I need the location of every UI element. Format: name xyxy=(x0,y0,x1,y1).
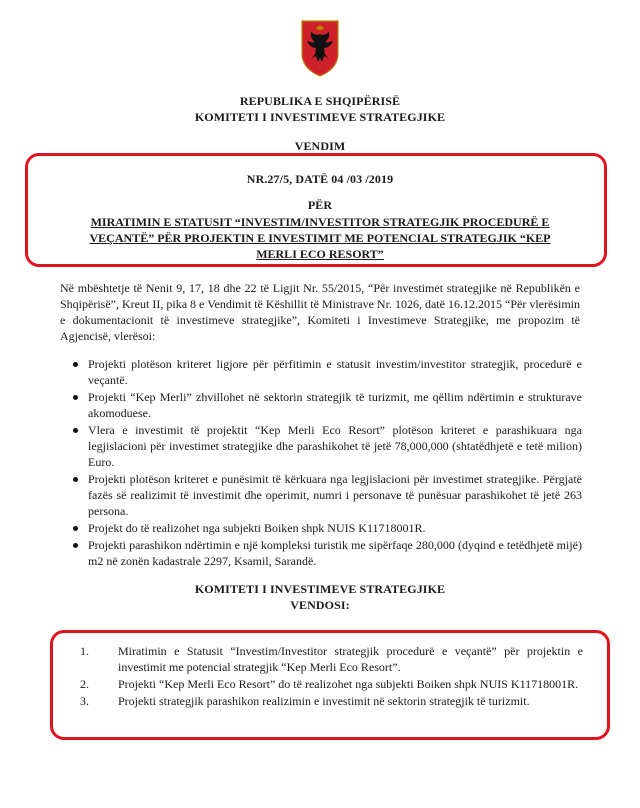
list-item xyxy=(80,676,583,692)
intro-paragraph: Në mbështetje të Nenit 9, 17, 18 dhe 22 të Ligjit Nr. 55/2015, “Për investimet strategjike në Republikën e Shqipërisë”, Kreut II, pika 8 e Vendimit të Këshillit të Ministrave Nr. 1026, datë 16.12.2015 “Për vlerësimin e dokumentacionit të investimeve strategjike”, Komiteti i Investimeve Strategjike, me propozim të Agjencisë, vlerësoi: xyxy=(60,281,580,343)
list-item: Projekti plotëson kriteret ligjore për përfitimin e statusit investim/investitor strategjik, procedurë e veçantë. xyxy=(88,356,582,388)
list-item: Projekti “Kep Merli” zhvillohet në sektorin strategjik të turizmit, me qëllim ndërtimin e strukturave akomoduese. xyxy=(88,389,582,421)
per-label: PËR xyxy=(307,198,333,212)
document-type: VENDIM xyxy=(294,139,346,153)
bullet-icon xyxy=(73,543,78,548)
item-number: 3. xyxy=(80,694,89,708)
bullet-icon xyxy=(73,362,78,367)
decision-committee-heading: KOMITETI I INVESTIMEVE STRATEGJIKE xyxy=(194,582,446,596)
item-text: Projekti strategjik parashikon realizimin e investimit në sektorin strategjik të turizmit. xyxy=(118,694,530,708)
bullet-icon xyxy=(73,477,78,482)
assessment-list xyxy=(88,356,582,570)
item-text: Miratimin e Statusit “Investim/Investitor strategjik procedurë e veçantë” për projektin e investimit me potencial strategjik “Kep Merli Eco Resort”. xyxy=(118,644,583,674)
decision-title: MIRATIMIN E STATUSIT “INVESTIM/INVESTITOR STRATEGJIK PROCEDURË E VEÇANTË” PËR PROJEKTIN E INVESTIMIT ME POTENCIAL STRATEGJIK “KEP MERLI ECO RESORT” xyxy=(89,215,551,261)
list-item: Projekti plotëson kriteret e punësimit të kërkuara nga legjislacioni për investimet strategjike. Përgjatë fazës së realizimit të investimit dhe operimit, numri i personave të punësuar parashikohet të jetë 263 persona. xyxy=(88,471,582,519)
albania-coat-of-arms-icon xyxy=(298,18,342,78)
decision-list xyxy=(80,643,583,710)
list-item: Projekti parashikon ndërtimin e një kompleksi turistik me sipërfaqe 280,000 (dyqind e tetëdhjetë mijë) m2 në zonën kadastrale 2297, Ksamil, Sarandë. xyxy=(88,537,582,569)
decided-heading: VENDOSI: xyxy=(290,598,350,612)
country-heading: REPUBLIKA E SHQIPËRISË xyxy=(239,94,401,108)
decision-number: NR.27/5, DATË 04 /03 /2019 xyxy=(246,172,394,186)
bullet-icon xyxy=(73,428,78,433)
list-item: Vlera e investimit të projektit “Kep Merli Eco Resort” plotëson kriteret e parashikuara nga legjislacioni për investimet strategjike dhe parashikohet të jetë 78,000,000 (shtatëdhjetë e tetë milion) Euro. xyxy=(88,422,582,470)
bullet-icon xyxy=(73,526,78,531)
bullet-icon xyxy=(73,395,78,400)
list-item xyxy=(80,693,583,709)
item-text: Projekti “Kep Merli Eco Resort” do të realizohet nga subjekti Boiken shpk NUIS K11718001R. xyxy=(118,677,579,691)
item-number: 2. xyxy=(80,677,89,691)
item-number: 1. xyxy=(80,644,89,658)
list-item xyxy=(80,643,583,675)
committee-heading: KOMITETI I INVESTIMEVE STRATEGJIKE xyxy=(194,110,446,124)
list-item: Projekt do të realizohet nga subjekti Boiken shpk NUIS K11718001R. xyxy=(88,520,582,536)
